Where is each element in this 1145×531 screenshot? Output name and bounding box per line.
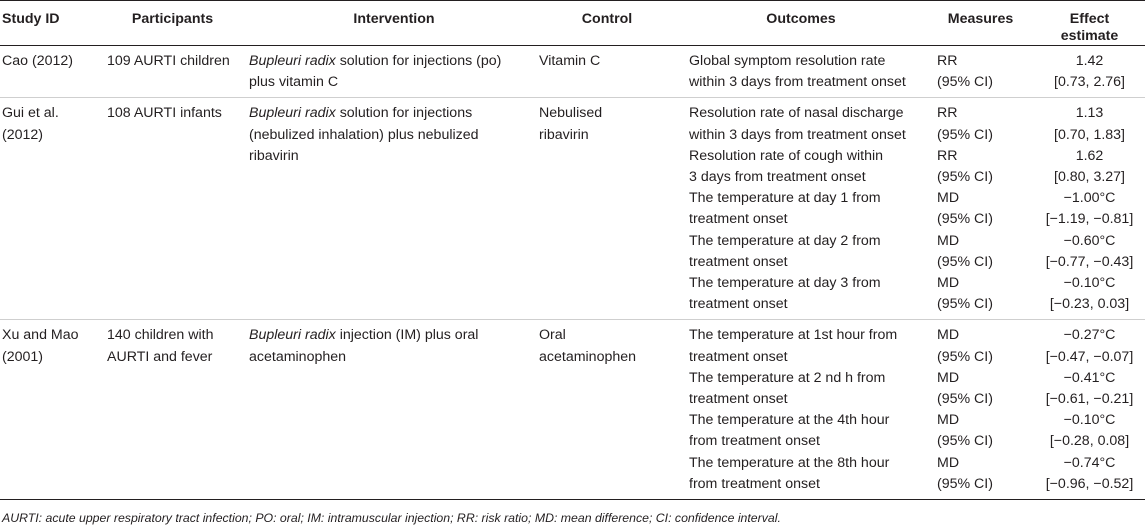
effect-confidence-interval: [−0.23, 0.03] (1049, 296, 1130, 313)
measure-type: MD (937, 454, 960, 471)
intervention-line (249, 347, 539, 368)
outcome-line: Resolution rate of nasal discharge (689, 105, 904, 122)
study-id-line: Xu and Mao (2, 327, 79, 344)
intervention-line (249, 125, 539, 146)
measure-type: MD (937, 190, 960, 207)
outcome-line: within 3 days from treatment onset (689, 74, 906, 91)
outcome-line: treatment onset (689, 253, 788, 270)
participants-cell (96, 320, 249, 500)
study-id-cell (0, 98, 96, 320)
outcome-line: treatment onset (689, 348, 788, 365)
participants-group (107, 320, 249, 371)
intervention-latin-name: Bupleuri radix (249, 327, 336, 344)
intervention-cell (249, 320, 539, 500)
measure-ci-label: (95% CI) (937, 211, 993, 228)
study-id-cell (0, 46, 96, 98)
effect-confidence-interval: [−0.28, 0.08] (1049, 433, 1130, 450)
control-cell (539, 46, 675, 98)
measure-type: RR (937, 53, 958, 69)
measure-type: MD (937, 369, 960, 386)
outcome-line: The temperature at the 4th hour (689, 412, 890, 429)
outcome-line: Global symptom resolution rate (689, 53, 886, 69)
participants-line: 109 AURTI children (107, 53, 230, 69)
intervention-cell (249, 46, 539, 98)
control-line: Vitamin C (539, 53, 601, 69)
effect-group (1034, 46, 1145, 97)
outcome-line: The temperature at 2 nd h from (689, 369, 886, 386)
study-id-cell (0, 320, 96, 500)
study-id-group (2, 46, 96, 76)
outcomes-cell (675, 98, 927, 320)
measures-cell (927, 98, 1034, 320)
table-header (0, 1, 1145, 46)
intervention-group (249, 320, 539, 371)
effect-confidence-interval: [−1.19, −0.81] (1045, 211, 1134, 228)
outcome-line: The temperature at day 1 from (689, 190, 881, 207)
control-line: acetaminophen (539, 348, 637, 365)
participants-group (107, 46, 249, 76)
effect-point-estimate: −0.41°C (1063, 369, 1116, 386)
control-group (539, 320, 675, 371)
intervention-group (249, 98, 539, 171)
measure-type: MD (937, 327, 960, 344)
effect-estimate-cell (1034, 320, 1145, 500)
measures-cell (927, 320, 1034, 500)
intervention-text: solution for injections (335, 105, 473, 122)
intervention-latin-name: Bupleuri radix (249, 53, 336, 69)
outcome-line: treatment onset (689, 391, 788, 408)
effect-point-estimate: 1.62 (1075, 147, 1104, 164)
control-cell (539, 98, 675, 320)
intervention-text: (nebulized inhalation) plus nebulized (249, 126, 479, 143)
study-id-line: Cao (2012) (2, 53, 73, 69)
effect-confidence-interval: [0.73, 2.76] (1054, 74, 1125, 91)
effect-point-estimate: −0.60°C (1063, 232, 1116, 249)
measures-group (937, 320, 1034, 499)
outcome-line: The temperature at 1st hour from (689, 327, 898, 344)
measure-type: MD (937, 232, 960, 249)
outcome-line: treatment onset (689, 211, 788, 228)
outcome-line: treatment onset (689, 296, 788, 313)
outcome-line: The temperature at the 8th hour (689, 454, 890, 471)
outcome-line: 3 days from treatment onset (689, 169, 866, 186)
study-id-group (2, 98, 96, 149)
study-id-line: (2012) (2, 126, 44, 143)
header-intervention: Intervention (249, 1, 539, 46)
effect-confidence-interval: [0.80, 3.27] (1054, 169, 1125, 186)
effect-confidence-interval: [−0.77, −0.43] (1045, 253, 1134, 270)
measures-group (937, 98, 1034, 319)
effect-point-estimate: −0.27°C (1063, 327, 1116, 344)
table-body (0, 46, 1145, 500)
header-effect-line2: estimate (1060, 28, 1119, 44)
measure-type: RR (937, 105, 958, 122)
participants-line: AURTI and fever (107, 348, 213, 365)
participants-group (107, 98, 249, 128)
measures-group (937, 46, 1034, 97)
measure-ci-label: (95% CI) (937, 348, 993, 365)
header-effect-estimate (1034, 1, 1145, 46)
outcome-line: within 3 days from treatment onset (689, 126, 906, 143)
header-study-id: Study ID (0, 1, 96, 46)
measure-ci-label: (95% CI) (937, 253, 993, 270)
header-outcomes: Outcomes (675, 1, 927, 46)
intervention-line (249, 51, 539, 72)
outcome-line: The temperature at day 3 from (689, 275, 881, 292)
intervention-text: acetaminophen (249, 348, 347, 365)
intervention-cell (249, 98, 539, 320)
effect-point-estimate: −0.10°C (1063, 275, 1116, 292)
study-row (0, 98, 1145, 320)
intervention-line (249, 146, 539, 167)
study-row (0, 46, 1145, 98)
outcomes-group (689, 98, 927, 319)
effect-confidence-interval: [−0.61, −0.21] (1045, 391, 1134, 408)
effect-confidence-interval: [−0.96, −0.52] (1045, 475, 1134, 492)
table-footnote: AURTI: acute upper respiratory tract infection; PO: oral; IM: intramuscular injection; RR: risk ratio; MD: mean difference; CI: confidence interval. (2, 511, 781, 525)
intervention-line (249, 103, 539, 124)
measure-ci-label: (95% CI) (937, 74, 993, 91)
effect-confidence-interval: [0.70, 1.83] (1054, 126, 1125, 143)
control-line: Oral (539, 327, 566, 344)
outcome-line: from treatment onset (689, 433, 820, 450)
study-id-group (2, 320, 96, 371)
measure-ci-label: (95% CI) (937, 169, 993, 186)
outcomes-group (689, 320, 927, 499)
intervention-latin-name: Bupleuri radix (249, 105, 336, 122)
measure-type: MD (937, 275, 960, 292)
participants-cell (96, 98, 249, 320)
outcomes-cell (675, 46, 927, 98)
participants-line: 140 children with (107, 327, 214, 344)
header-measures: Measures (927, 1, 1034, 46)
measure-ci-label: (95% CI) (937, 391, 993, 408)
control-group (539, 98, 675, 149)
header-control: Control (539, 1, 675, 46)
outcome-line: Resolution rate of cough within (689, 147, 884, 164)
measure-type: MD (937, 412, 960, 429)
measure-type: RR (937, 147, 958, 164)
intervention-text: plus vitamin C (249, 74, 339, 91)
effect-group (1034, 320, 1145, 499)
effect-estimate-cell (1034, 98, 1145, 320)
effect-point-estimate: −1.00°C (1063, 190, 1116, 207)
header-row (0, 1, 1145, 46)
study-id-line: Gui et al. (2, 105, 59, 122)
control-line: Nebulised (539, 105, 603, 122)
effect-point-estimate: −0.74°C (1063, 454, 1116, 471)
outcomes-group (689, 46, 927, 97)
measure-ci-label: (95% CI) (937, 433, 993, 450)
effect-confidence-interval: [−0.47, −0.07] (1045, 348, 1134, 365)
outcome-line: The temperature at day 2 from (689, 232, 881, 249)
header-participants: Participants (96, 1, 249, 46)
measure-ci-label: (95% CI) (937, 296, 993, 313)
control-cell (539, 320, 675, 500)
participants-cell (96, 46, 249, 98)
effect-estimate-cell (1034, 46, 1145, 98)
intervention-line (249, 72, 539, 93)
intervention-text: solution for injections (po) (335, 53, 502, 69)
effect-point-estimate: 1.42 (1075, 53, 1104, 69)
effect-group (1034, 98, 1145, 319)
measures-cell (927, 46, 1034, 98)
outcomes-cell (675, 320, 927, 500)
outcome-line: from treatment onset (689, 475, 820, 492)
participants-line: 108 AURTI infants (107, 105, 222, 122)
measure-ci-label: (95% CI) (937, 126, 993, 143)
control-line: ribavirin (539, 126, 589, 143)
intervention-text: ribavirin (249, 147, 299, 164)
measure-ci-label: (95% CI) (937, 475, 993, 492)
control-group (539, 46, 675, 76)
effect-point-estimate: −0.10°C (1063, 412, 1116, 429)
study-id-line: (2001) (2, 348, 44, 365)
header-effect-line1: Effect (1069, 11, 1110, 27)
intervention-text: injection (IM) plus oral (335, 327, 479, 344)
study-row (0, 320, 1145, 500)
intervention-line (249, 325, 539, 346)
effect-point-estimate: 1.13 (1075, 105, 1104, 122)
intervention-group (249, 46, 539, 97)
